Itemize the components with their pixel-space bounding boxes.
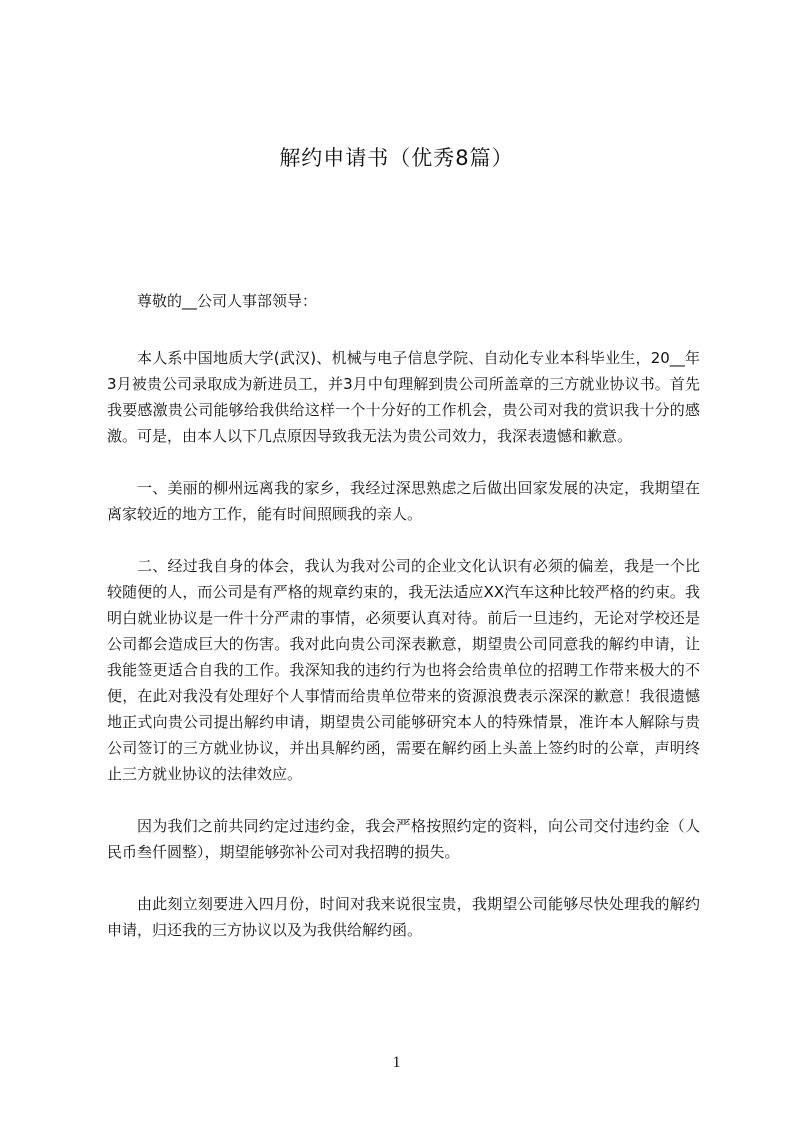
paragraph-reason-two: 二、经过我自身的体会，我认为我对公司的企业文化认识有必须的偏差，我是一个比较随便的人，而公司是有严格的规章约束的，我无法适应XX汽车这种比较严格的约束。我明白就业协议是一件十分严肃的事情，必须要认真对待。前后一旦违约，无论对学校还是公司都会造成巨大的伤害。我对此向贵公司深表歉意，期望贵公司同意我的解约申请，让我能签更适合自我的工作。我深知我的违约行为也将会给贵单位的招聘工作带来极大的不便，在此对我没有处理好个人事情而给贵单位带来的资源浪费表示深深的歉意！我很遗憾地正式向贵公司提出解约申请，期望贵公司能够研究本人的特殊情景，准许本人解除与贵公司签订的三方就业协议，并出具解约函，需要在解约函上头盖上签约时的公章，声明终止三方就业协议的法律效应。	[107, 557, 700, 783]
page-number: 1	[392, 1054, 401, 1071]
paragraph-request: 由此刻立刻要进入四月份，时间对我来说很宝贵，我期望公司能够尽快处理我的解约申请，归还我的三方协议以及为我供给解约函。	[107, 895, 700, 939]
document-body	[107, 288, 700, 969]
paragraph-intro: 本人系中国地质大学(武汉)、机械与电子信息学院、自动化专业本科毕业生，20__年3月被贵公司录取成为新进员工，并3月中旬理解到贵公司所盖章的三方就业协议书。首先我要感激贵公司能够给我供给这样一个十分好的工作机会，贵公司对我的赏识我十分的感激。可是，由本人以下几点原因导致我无法为贵公司效力，我深表遗憾和歉意。	[107, 349, 700, 445]
salutation: 尊敬的__公司人事部领导：	[137, 292, 318, 310]
paragraph-reason-one: 一、美丽的柳州远离我的家乡，我经过深思熟虑之后做出回家发展的决定，我期望在离家较近的地方工作，能有时间照顾我的亲人。	[107, 479, 700, 523]
document-title: 解约申请书（优秀8篇）	[279, 146, 514, 170]
paragraph-penalty: 因为我们之前共同约定过违约金，我会严格按照约定的资料，向公司交付违约金（人民币叁仟圆整），期望能够弥补公司对我招聘的损失。	[107, 817, 700, 861]
